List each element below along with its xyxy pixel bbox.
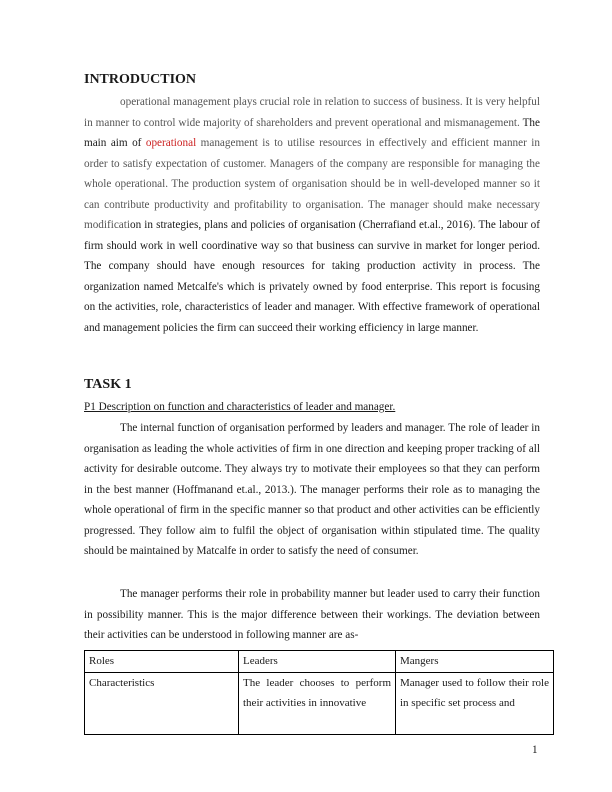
table-header-cell: Mangers	[396, 651, 554, 673]
task1-paragraph-2: The manager performs their role in probability manner but leader used to carry their function in possibility manner. This is the major difference between their workings. The deviation between their activities can be understood in following manner are as-	[84, 588, 540, 641]
introduction-paragraph	[84, 92, 540, 338]
intro-text-highlight: operational	[145, 137, 197, 149]
table-header-cell: Leaders	[239, 651, 396, 673]
table-cell	[396, 672, 554, 734]
table-cell-text: Characteristics	[89, 676, 155, 689]
intro-text-black-1: The main aim of	[84, 116, 540, 149]
intro-text-black-2: on in strategies, plans and policies of organisation (Cherrafiand et.al., 2016). The labour of firm should work in well coordinative way so that business can survive in market for longer period. The company should have enough resources for taking production activity in process. The organization named Metcalfe's which is privately owned by food enterprise. This report is focusing on the activities, role, characteristics of leader and manager. With effective framework of operational and management policies the firm can succeed their working efficiency in large manner.	[84, 219, 540, 334]
table-cell-text: The leader chooses to perform their activities in innovative	[243, 676, 391, 709]
roles-table	[84, 650, 554, 735]
page-number: 1	[532, 744, 538, 756]
table-header-row	[85, 651, 554, 673]
table-cell	[85, 672, 239, 734]
table-header-cell: Roles	[85, 651, 239, 673]
task1-paragraph-1: The internal function of organisation performed by leaders and manager. The role of leader in organisation as leading the whole activities of firm in one direction and keeping proper tracking of all activity for desirable outcome. They always try to motivate their employees so that they can perform in the best manner (Hoffmanand et.al., 2013.). The manager performs their role as to managing the whole operational of firm in the specific manner so that product and other activities can be efficiently progressed. They follow aim to fulfil the object of organisation within stipulated time. The quality should be maintained by Matcalfe in order to satisfy the need of consumer.	[84, 422, 540, 557]
intro-text-grey-2: management is to utilise resources in effectively and efficient manner in order to satisfy expectation of customer. Managers of the company are responsible for managing the whole operational. The production system of organisation should be in well-developed manner so it can contribute productivity and profitability to organisation. The manager should make necessary modificati	[84, 137, 540, 231]
table-cell-text: Manager used to follow their role in specific set process and	[400, 676, 549, 709]
task1-subheading: P1 Description on function and characteristics of leader and manager.	[84, 401, 396, 413]
task1-heading: TASK 1	[84, 377, 132, 392]
table-row	[85, 672, 554, 734]
intro-text-grey-1: operational management plays crucial role in relation to success of business. It is very helpful in manner to control wide majority of shareholders and prevent operational and mismanagement.	[84, 96, 540, 129]
table-cell	[239, 672, 396, 734]
introduction-heading: INTRODUCTION	[84, 72, 197, 87]
